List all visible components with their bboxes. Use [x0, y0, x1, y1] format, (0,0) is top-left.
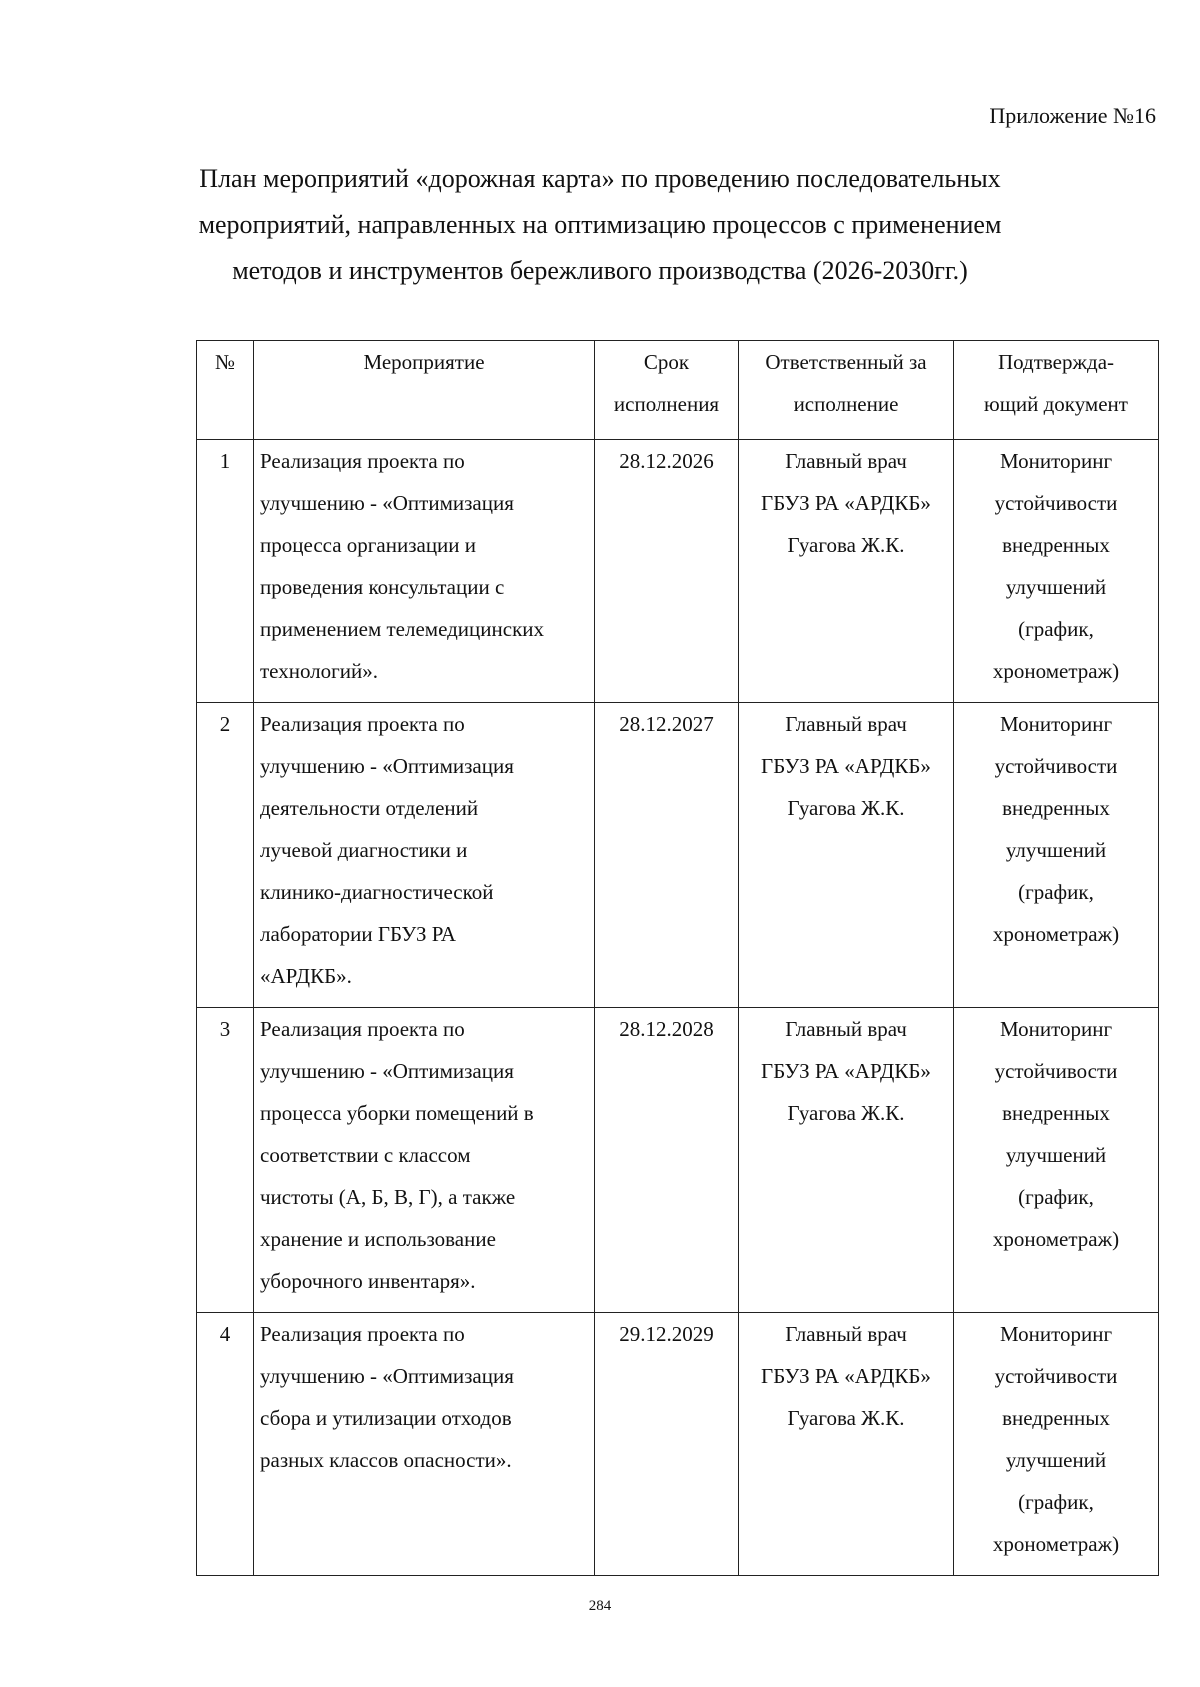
- event-line: Реализация проекта по: [260, 712, 465, 736]
- cell-responsible: [739, 1313, 954, 1576]
- title-line: методов и инструментов бережливого производства (2026-2030гг.): [232, 256, 968, 285]
- header-line: исполнение: [793, 392, 899, 416]
- table-row: [197, 1313, 1159, 1576]
- table-row: [197, 703, 1159, 1008]
- cell-document: [954, 703, 1159, 1008]
- responsible-line: Гуагова Ж.К.: [787, 1406, 905, 1430]
- header-responsible: [739, 341, 954, 440]
- document-line: внедренных: [1002, 1101, 1110, 1125]
- document-line: Мониторинг: [999, 1017, 1113, 1041]
- header-deadline: [595, 341, 739, 440]
- event-line: улучшению - «Оптимизация: [260, 491, 514, 515]
- responsible-line: Гуагова Ж.К.: [787, 533, 905, 557]
- responsible-line: Главный врач: [785, 712, 907, 736]
- event-line: деятельности отделений: [260, 796, 479, 820]
- table-header-row: [197, 341, 1159, 440]
- cell-num: 1: [197, 440, 254, 703]
- header-line: Мероприятие: [363, 350, 485, 374]
- event-line: лучевой диагностики и: [260, 838, 468, 862]
- document-title: [150, 156, 1050, 294]
- cell-num: 4: [197, 1313, 254, 1576]
- cell-event: [254, 1008, 595, 1313]
- document-line: Мониторинг: [999, 1322, 1113, 1346]
- cell-event: [254, 440, 595, 703]
- responsible-line: Главный врач: [785, 449, 907, 473]
- cell-document: [954, 1313, 1159, 1576]
- header-line: Ответственный за: [765, 350, 927, 374]
- event-line: технологий».: [260, 659, 379, 683]
- cell-num: 3: [197, 1008, 254, 1313]
- event-line: Реализация проекта по: [260, 1017, 465, 1041]
- responsible-line: Гуагова Ж.К.: [787, 796, 905, 820]
- cell-deadline: 28.12.2028: [595, 1008, 739, 1313]
- responsible-line: ГБУЗ РА «АРДКБ»: [761, 1364, 931, 1388]
- event-line: применением телемедицинских: [260, 617, 545, 641]
- event-line: улучшению - «Оптимизация: [260, 1059, 514, 1083]
- header-event: [254, 341, 595, 440]
- responsible-line: ГБУЗ РА «АРДКБ»: [761, 491, 931, 515]
- header-line: Подтвержда-: [997, 350, 1115, 374]
- event-line: процесса уборки помещений в: [260, 1101, 534, 1125]
- responsible-line: Гуагова Ж.К.: [787, 1101, 905, 1125]
- document-line: устойчивости: [994, 1364, 1118, 1388]
- document-line: улучшений: [1005, 1448, 1107, 1472]
- document-line: хронометраж): [992, 1532, 1120, 1556]
- cell-responsible: [739, 703, 954, 1008]
- cell-event: [254, 703, 595, 1008]
- document-line: улучшений: [1005, 575, 1107, 599]
- header-line: ющий документ: [984, 392, 1128, 416]
- document-line: улучшений: [1005, 838, 1107, 862]
- cell-deadline: 28.12.2026: [595, 440, 739, 703]
- responsible-line: ГБУЗ РА «АРДКБ»: [761, 754, 931, 778]
- document-line: улучшений: [1005, 1143, 1107, 1167]
- cell-document: [954, 440, 1159, 703]
- event-line: соответствии с классом: [260, 1143, 471, 1167]
- document-line: внедренных: [1002, 533, 1110, 557]
- page-number: 284: [588, 1598, 612, 1614]
- cell-responsible: [739, 440, 954, 703]
- event-line: улучшению - «Оптимизация: [260, 1364, 514, 1388]
- event-line: процесса организации и: [260, 533, 477, 557]
- table-row: [197, 440, 1159, 703]
- document-line: (график,: [1018, 1490, 1094, 1514]
- cell-deadline: 28.12.2027: [595, 703, 739, 1008]
- header-line: Срок: [643, 350, 690, 374]
- event-line: Реализация проекта по: [260, 449, 465, 473]
- cell-deadline: 29.12.2029: [595, 1313, 739, 1576]
- roadmap-table: [196, 340, 1159, 1576]
- table-row: [197, 1008, 1159, 1313]
- event-line: клинико-диагностической: [260, 880, 494, 904]
- document-line: внедренных: [1002, 796, 1110, 820]
- cell-document: [954, 1008, 1159, 1313]
- responsible-line: Главный врач: [785, 1322, 907, 1346]
- event-line: уборочного инвентаря».: [260, 1269, 476, 1293]
- event-line: Реализация проекта по: [260, 1322, 465, 1346]
- document-line: устойчивости: [994, 491, 1118, 515]
- document-line: (график,: [1018, 1185, 1094, 1209]
- event-line: проведения консультации с: [260, 575, 505, 599]
- document-line: Мониторинг: [999, 449, 1113, 473]
- document-line: хронометраж): [992, 659, 1120, 683]
- cell-event: [254, 1313, 595, 1576]
- document-line: устойчивости: [994, 1059, 1118, 1083]
- header-num: [197, 341, 254, 440]
- event-line: чистоты (А, Б, В, Г), а также: [260, 1185, 516, 1209]
- event-line: разных классов опасности».: [260, 1448, 512, 1472]
- appendix-label: Приложение №16: [989, 103, 1156, 128]
- event-line: улучшению - «Оптимизация: [260, 754, 514, 778]
- event-line: лаборатории ГБУЗ РА: [260, 922, 456, 946]
- title-line: План мероприятий «дорожная карта» по проведению последовательных: [199, 164, 1001, 193]
- responsible-line: ГБУЗ РА «АРДКБ»: [761, 1059, 931, 1083]
- document-line: хронометраж): [992, 922, 1120, 946]
- title-line: мероприятий, направленных на оптимизацию процессов с применением: [198, 210, 1002, 239]
- document-line: хронометраж): [992, 1227, 1120, 1251]
- cell-responsible: [739, 1008, 954, 1313]
- document-line: внедренных: [1002, 1406, 1110, 1430]
- header-document: [954, 341, 1159, 440]
- document-line: (график,: [1018, 880, 1094, 904]
- header-line: №: [214, 350, 236, 374]
- document-line: (график,: [1018, 617, 1094, 641]
- cell-num: 2: [197, 703, 254, 1008]
- event-line: «АРДКБ».: [260, 964, 352, 988]
- event-line: сбора и утилизации отходов: [260, 1406, 512, 1430]
- header-line: исполнения: [613, 392, 720, 416]
- responsible-line: Главный врач: [785, 1017, 907, 1041]
- event-line: хранение и использование: [260, 1227, 496, 1251]
- document-line: устойчивости: [994, 754, 1118, 778]
- document-line: Мониторинг: [999, 712, 1113, 736]
